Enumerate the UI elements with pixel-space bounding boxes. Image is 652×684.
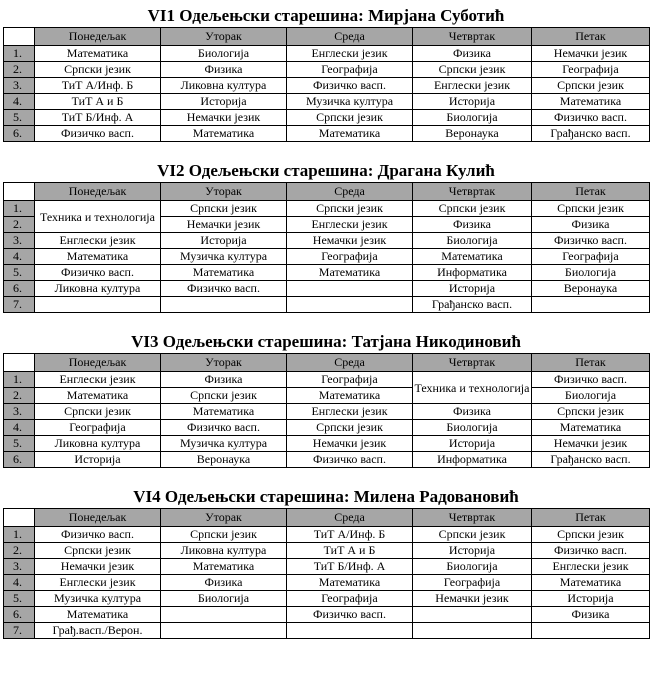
lesson-cell: Математика [35, 249, 161, 265]
lesson-cell: Српски језик [532, 201, 650, 217]
header-row [4, 183, 650, 201]
lesson-cell: Музичка култура [161, 249, 287, 265]
lesson-cell: Историја [413, 436, 532, 452]
lesson-cell: Грађанско васп. [532, 126, 650, 142]
header-row [4, 354, 650, 372]
period-number: 7. [4, 623, 35, 639]
lesson-cell [532, 297, 650, 313]
day-header-friday: Петак [532, 509, 650, 527]
lesson-cell: Физичко васп. [161, 281, 287, 297]
section-title: VI2 Одељењски старешина: Драгана Кулић [157, 161, 495, 180]
lesson-cell: Ликовна култура [161, 78, 287, 94]
lesson-cell: Историја [532, 591, 650, 607]
lesson-cell: Енглески језик [35, 575, 161, 591]
lesson-cell: Географија [287, 591, 413, 607]
table-row [4, 404, 650, 420]
table-row [4, 420, 650, 436]
lesson-cell: Веронаука [161, 452, 287, 468]
lesson-cell: Српски језик [161, 388, 287, 404]
day-header-thursday: Четвртак [413, 354, 532, 372]
table-row [4, 62, 650, 78]
lesson-cell: Енглески језик [287, 404, 413, 420]
lesson-cell: Српски језик [35, 543, 161, 559]
class-schedule-section [3, 6, 649, 142]
lesson-cell: Ликовна култура [35, 436, 161, 452]
period-number: 6. [4, 126, 35, 142]
table-row [4, 559, 650, 575]
lesson-cell: Физика [413, 46, 532, 62]
lesson-cell: Енглески језик [35, 233, 161, 249]
period-number: 5. [4, 436, 35, 452]
lesson-cell [532, 623, 650, 639]
header-corner [4, 183, 35, 201]
lesson-cell: Географија [532, 62, 650, 78]
lesson-cell [287, 623, 413, 639]
lesson-cell: Историја [161, 94, 287, 110]
lesson-cell: Енглески језик [35, 372, 161, 388]
lesson-cell: Математика [287, 575, 413, 591]
lesson-cell: ТиТ А/Инф. Б [35, 78, 161, 94]
lesson-cell: Грађанско васп. [413, 297, 532, 313]
table-row [4, 78, 650, 94]
period-number: 4. [4, 94, 35, 110]
day-header-wednesday: Среда [287, 509, 413, 527]
lesson-cell: Немачки језик [532, 46, 650, 62]
lesson-cell: Немачки језик [161, 217, 287, 233]
table-row [4, 372, 650, 388]
table-row [4, 46, 650, 62]
lesson-cell: Немачки језик [287, 233, 413, 249]
lesson-cell: Математика [532, 575, 650, 591]
table-row [4, 249, 650, 265]
lesson-cell: Српски језик [532, 404, 650, 420]
class-schedule-section [3, 487, 649, 639]
lesson-cell: Математика [35, 607, 161, 623]
lesson-cell: Историја [413, 94, 532, 110]
period-number: 6. [4, 607, 35, 623]
lesson-cell: ТиТ Б/Инф. А [287, 559, 413, 575]
lesson-cell: Музичка култура [35, 591, 161, 607]
class-schedule-section [3, 161, 649, 313]
lesson-cell: Физичко васп. [532, 372, 650, 388]
lesson-cell: Математика [287, 265, 413, 281]
lesson-cell: ТиТ А/Инф. Б [287, 527, 413, 543]
schedule-table [3, 353, 650, 468]
lesson-cell: Математика [161, 126, 287, 142]
section-title: VI3 Одељењски старешина: Татјана Никодиновић [131, 332, 521, 351]
lesson-cell: Немачки језик [35, 559, 161, 575]
period-number: 4. [4, 420, 35, 436]
lesson-cell: Веронаука [413, 126, 532, 142]
schedule-table [3, 182, 650, 313]
lesson-cell: ТиТ Б/Инф. А [35, 110, 161, 126]
header-row [4, 509, 650, 527]
table-row [4, 265, 650, 281]
section-title: VI1 Одељењски старешина: Мирјана Суботић [147, 6, 505, 25]
lesson-cell: ТиТ А и Б [35, 94, 161, 110]
lesson-cell: Физика [413, 404, 532, 420]
schedule-table [3, 27, 650, 142]
lesson-cell: Српски језик [35, 404, 161, 420]
day-header-monday: Понедељак [35, 183, 161, 201]
lesson-cell: Српски језик [287, 420, 413, 436]
table-row [4, 281, 650, 297]
lesson-cell: Физичко васп. [35, 265, 161, 281]
lesson-cell: Математика [532, 94, 650, 110]
period-number: 2. [4, 543, 35, 559]
lesson-cell [161, 623, 287, 639]
lesson-cell: Енглески језик [287, 46, 413, 62]
lesson-cell: ТиТ А и Б [287, 543, 413, 559]
period-number: 1. [4, 201, 35, 217]
period-number: 3. [4, 404, 35, 420]
lesson-cell: Географија [35, 420, 161, 436]
lesson-cell: Биологија [532, 265, 650, 281]
lesson-cell: Немачки језик [161, 110, 287, 126]
lesson-cell: Математика [532, 420, 650, 436]
lesson-cell: Грађанско васп. [532, 452, 650, 468]
lesson-cell: Физичко васп. [161, 420, 287, 436]
day-header-tuesday: Уторак [161, 509, 287, 527]
header-corner [4, 354, 35, 372]
day-header-monday: Понедељак [35, 509, 161, 527]
header-row [4, 28, 650, 46]
day-header-thursday: Четвртак [413, 28, 532, 46]
lesson-cell: Географија [532, 249, 650, 265]
table-row [4, 201, 650, 217]
lesson-cell: Физичко васп. [287, 78, 413, 94]
lesson-cell: Физика [532, 217, 650, 233]
lesson-cell: Историја [413, 543, 532, 559]
lesson-cell: Географија [287, 62, 413, 78]
lesson-cell: Енглески језик [413, 78, 532, 94]
lesson-cell: Српски језик [413, 201, 532, 217]
lesson-cell: Физика [161, 575, 287, 591]
period-number: 3. [4, 78, 35, 94]
lesson-cell: Информатика [413, 452, 532, 468]
day-header-tuesday: Уторак [161, 354, 287, 372]
period-number: 4. [4, 575, 35, 591]
lesson-cell: Географија [287, 249, 413, 265]
lesson-cell: Српски језик [35, 62, 161, 78]
lesson-cell: Техника и технологија [35, 201, 161, 233]
lesson-cell: Физичко васп. [287, 452, 413, 468]
lesson-cell: Српски језик [413, 527, 532, 543]
lesson-cell: Биологија [532, 388, 650, 404]
lesson-cell: Биологија [413, 420, 532, 436]
table-row [4, 543, 650, 559]
table-row [4, 436, 650, 452]
period-number: 5. [4, 265, 35, 281]
table-row [4, 607, 650, 623]
lesson-cell: Историја [35, 452, 161, 468]
period-number: 6. [4, 452, 35, 468]
day-header-thursday: Четвртак [413, 509, 532, 527]
period-number: 2. [4, 62, 35, 78]
lesson-cell: Информатика [413, 265, 532, 281]
lesson-cell: Математика [287, 126, 413, 142]
header-corner [4, 28, 35, 46]
lesson-cell [413, 623, 532, 639]
table-row [4, 591, 650, 607]
period-number: 1. [4, 527, 35, 543]
lesson-cell: Енглески језик [287, 217, 413, 233]
day-header-friday: Петак [532, 28, 650, 46]
lesson-cell: Физика [161, 62, 287, 78]
lesson-cell: Географија [413, 575, 532, 591]
table-row [4, 623, 650, 639]
lesson-cell: Српски језик [161, 201, 287, 217]
table-row [4, 575, 650, 591]
day-header-wednesday: Среда [287, 183, 413, 201]
section-title: VI4 Одељењски старешина: Милена Радовановић [133, 487, 519, 506]
period-number: 3. [4, 233, 35, 249]
lesson-cell: Српски језик [532, 527, 650, 543]
day-header-tuesday: Уторак [161, 28, 287, 46]
lesson-cell: Немачки језик [532, 436, 650, 452]
lesson-cell [161, 297, 287, 313]
table-row [4, 527, 650, 543]
lesson-cell: Биологија [413, 559, 532, 575]
lesson-cell [35, 297, 161, 313]
table-row [4, 94, 650, 110]
lesson-cell: Математика [161, 404, 287, 420]
lesson-cell: Ликовна култура [161, 543, 287, 559]
day-header-friday: Петак [532, 183, 650, 201]
lesson-cell: Ликовна култура [35, 281, 161, 297]
day-header-monday: Понедељак [35, 28, 161, 46]
table-row [4, 452, 650, 468]
schedule-table [3, 508, 650, 639]
lesson-cell: Веронаука [532, 281, 650, 297]
lesson-cell: Техника и технологија [413, 372, 532, 404]
lesson-cell: Физика [532, 607, 650, 623]
lesson-cell: Српски језик [161, 527, 287, 543]
table-row [4, 388, 650, 404]
lesson-cell: Музичка култура [287, 94, 413, 110]
period-number: 5. [4, 591, 35, 607]
day-header-tuesday: Уторак [161, 183, 287, 201]
lesson-cell: Физичко васп. [35, 527, 161, 543]
period-number: 7. [4, 297, 35, 313]
lesson-cell: Математика [35, 46, 161, 62]
period-number: 1. [4, 372, 35, 388]
lesson-cell: Математика [35, 388, 161, 404]
lesson-cell: Математика [413, 249, 532, 265]
lesson-cell: Физичко васп. [532, 233, 650, 249]
lesson-cell [287, 297, 413, 313]
period-number: 6. [4, 281, 35, 297]
lesson-cell: Српски језик [287, 110, 413, 126]
table-row [4, 297, 650, 313]
lesson-cell [161, 607, 287, 623]
lesson-cell: Физика [161, 372, 287, 388]
day-header-wednesday: Среда [287, 354, 413, 372]
lesson-cell: Биологија [413, 110, 532, 126]
day-header-wednesday: Среда [287, 28, 413, 46]
lesson-cell: Физика [413, 217, 532, 233]
day-header-monday: Понедељак [35, 354, 161, 372]
lesson-cell: Музичка култура [161, 436, 287, 452]
period-number: 5. [4, 110, 35, 126]
lesson-cell: Физичко васп. [532, 110, 650, 126]
period-number: 2. [4, 388, 35, 404]
lesson-cell: Српски језик [413, 62, 532, 78]
lesson-cell: Математика [287, 388, 413, 404]
table-row [4, 233, 650, 249]
lesson-cell: Математика [161, 559, 287, 575]
lesson-cell: Биологија [161, 46, 287, 62]
period-number: 4. [4, 249, 35, 265]
lesson-cell: Немачки језик [287, 436, 413, 452]
lesson-cell [413, 607, 532, 623]
lesson-cell: Грађ.васп./Верон. [35, 623, 161, 639]
lesson-cell: Српски језик [532, 78, 650, 94]
lesson-cell: Историја [161, 233, 287, 249]
lesson-cell [287, 281, 413, 297]
lesson-cell: Математика [161, 265, 287, 281]
lesson-cell: Историја [413, 281, 532, 297]
class-schedule-section [3, 332, 649, 468]
period-number: 1. [4, 46, 35, 62]
header-corner [4, 509, 35, 527]
lesson-cell: Физичко васп. [35, 126, 161, 142]
lesson-cell: Физичко васп. [532, 543, 650, 559]
lesson-cell: Физичко васп. [287, 607, 413, 623]
day-header-thursday: Четвртак [413, 183, 532, 201]
lesson-cell: Географија [287, 372, 413, 388]
day-header-friday: Петак [532, 354, 650, 372]
lesson-cell: Биологија [161, 591, 287, 607]
period-number: 2. [4, 217, 35, 233]
period-number: 3. [4, 559, 35, 575]
lesson-cell: Енглески језик [532, 559, 650, 575]
lesson-cell: Биологија [413, 233, 532, 249]
lesson-cell: Немачки језик [413, 591, 532, 607]
table-row [4, 110, 650, 126]
table-row [4, 126, 650, 142]
lesson-cell: Српски језик [287, 201, 413, 217]
